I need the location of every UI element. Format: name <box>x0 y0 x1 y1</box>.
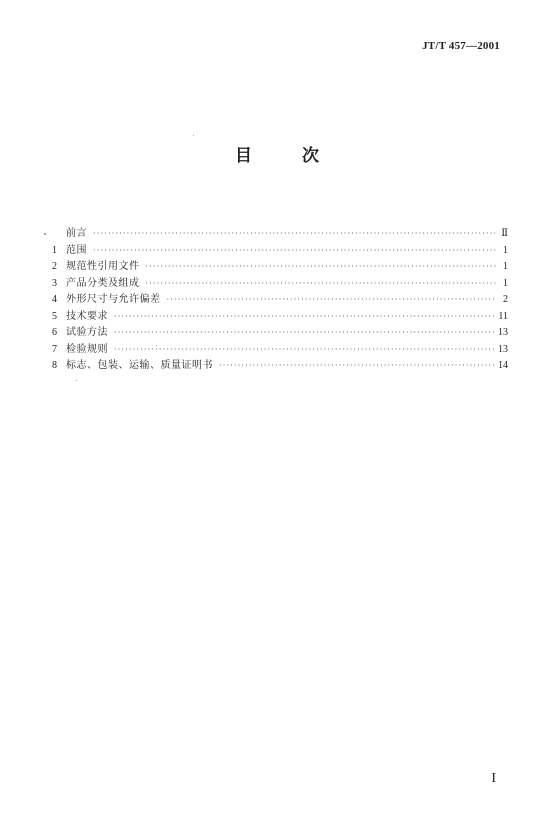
toc-entry-label: 外形尺寸与允许偏差 <box>66 294 161 305</box>
toc-entry[interactable] <box>52 276 508 293</box>
toc-leader-dots <box>93 243 496 260</box>
toc-leader-dots <box>114 342 496 359</box>
toc-entry-number: 2 <box>52 261 57 272</box>
toc-leader-dots <box>93 226 496 243</box>
toc-leader-dots <box>146 276 497 293</box>
toc-entry-number: 8 <box>52 360 57 371</box>
scan-speck <box>76 380 77 381</box>
toc-entry-label: 产品分类及组成 <box>66 277 140 289</box>
toc-entry-page: 11 <box>498 310 508 322</box>
toc-entry-label: 标志、包装、运输、质量证明书 <box>66 360 213 371</box>
toc-entry-label: 范围 <box>66 244 87 256</box>
page-number: I <box>491 771 496 786</box>
toc-entry[interactable] <box>52 259 508 276</box>
toc-entry-page: 1 <box>503 277 508 289</box>
table-of-contents <box>52 226 508 375</box>
toc-entry-number: 7 <box>52 343 57 355</box>
toc-entry-page: 14 <box>498 360 508 371</box>
toc-leader-dots <box>114 309 496 326</box>
toc-entry-number: 5 <box>52 310 57 322</box>
toc-entry-page: 13 <box>498 343 508 355</box>
toc-entry[interactable] <box>52 292 508 309</box>
toc-entry-page: Ⅱ <box>501 228 508 239</box>
toc-entry-page: 1 <box>503 244 508 256</box>
scan-speck <box>44 233 46 235</box>
toc-entry-number: 3 <box>52 277 57 289</box>
toc-entry[interactable] <box>52 358 508 375</box>
toc-leader-dots <box>146 259 497 276</box>
scan-speck <box>193 135 194 136</box>
toc-leader-dots <box>167 292 497 309</box>
toc-entry-number: 6 <box>52 327 57 338</box>
toc-entry-number: 1 <box>52 244 57 256</box>
toc-entry[interactable] <box>52 342 508 359</box>
toc-entry-label: 技术要求 <box>66 310 108 322</box>
toc-entry-page: 2 <box>503 294 508 305</box>
toc-entry-label: 规范性引用文件 <box>66 261 140 272</box>
toc-entry-label: 检验规则 <box>66 343 108 355</box>
toc-leader-dots <box>114 325 496 342</box>
toc-entry[interactable] <box>52 325 508 342</box>
page-title: 目 次 <box>235 146 341 166</box>
document-code: JT/T 457—2001 <box>422 40 500 52</box>
toc-entry[interactable] <box>52 243 508 260</box>
toc-entry[interactable] <box>52 309 508 326</box>
toc-leader-dots <box>219 358 496 375</box>
toc-entry[interactable] <box>52 226 508 243</box>
toc-entry-number: 4 <box>52 294 57 305</box>
toc-entry-label: 试验方法 <box>66 327 108 338</box>
toc-entry-page: 1 <box>503 261 508 272</box>
toc-entry-label: 前言 <box>66 228 87 239</box>
toc-entry-page: 13 <box>498 327 508 338</box>
scan-speck <box>156 345 157 346</box>
